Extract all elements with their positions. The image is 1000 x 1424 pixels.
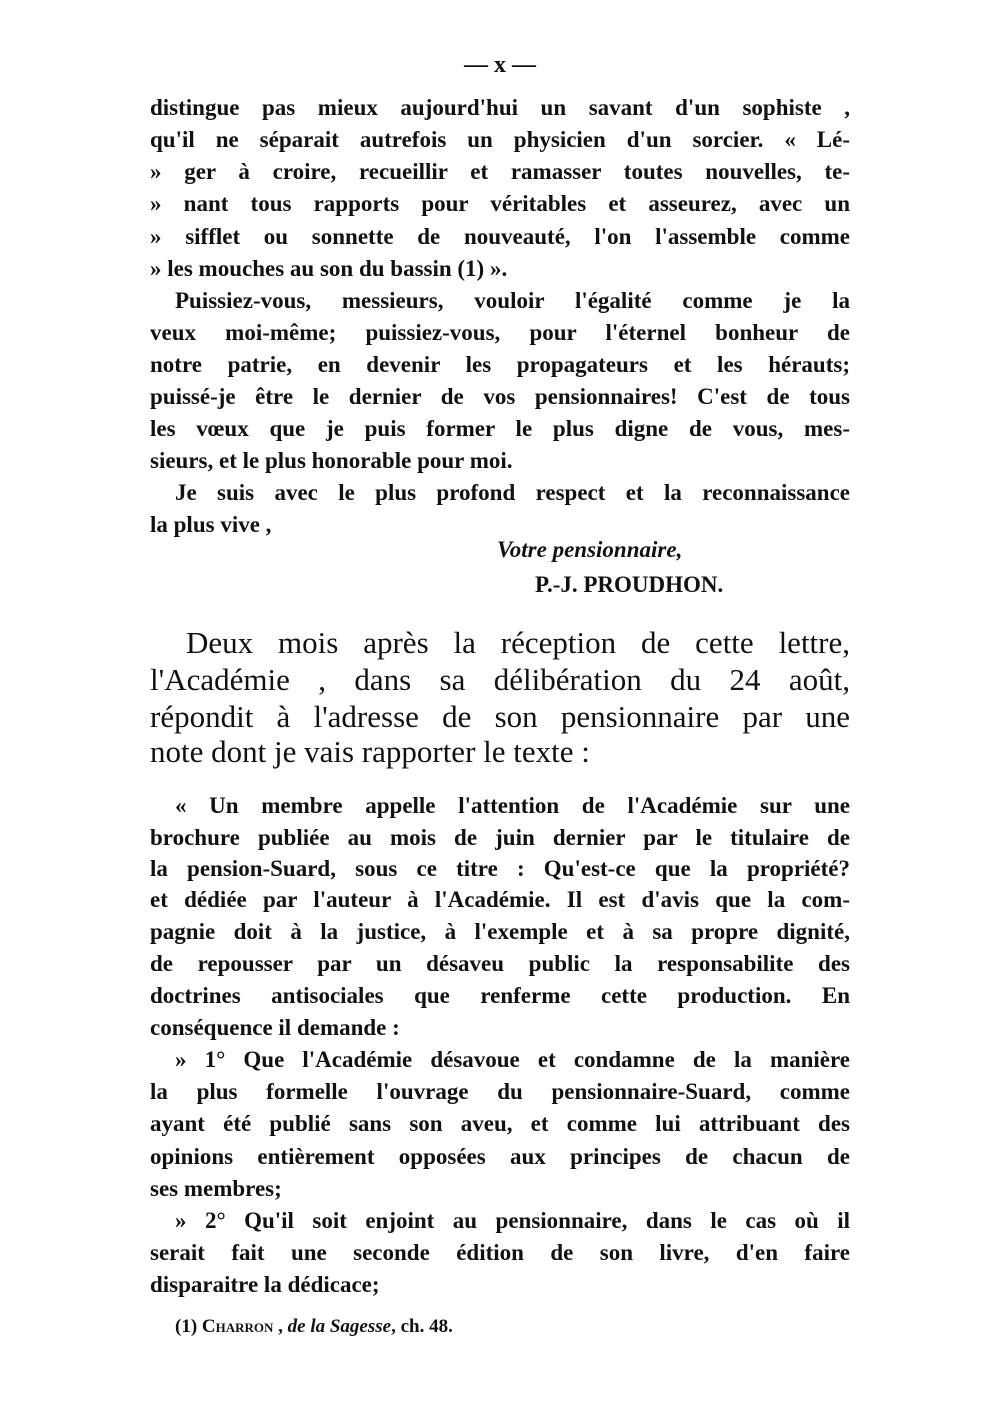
text-line: » sifflet ou sonnette de nouveauté, l'on l'assemble comme [150, 224, 850, 249]
text-line: de repousser par un désaveu public la responsabilite des [150, 951, 850, 976]
text-line: la pension-Suard, sous ce titre : Qu'est-ce que la propriété? [150, 856, 850, 881]
text-line: ayant été publié sans son aveu, et comme lui attribuant des [150, 1111, 850, 1136]
text-line: « Un membre appelle l'attention de l'Académie sur une [175, 793, 850, 818]
text-line: les vœux que je puis former le plus digne de vous, mes- [150, 416, 850, 441]
text-line: la plus vive , [150, 512, 272, 537]
text-line: serait fait une seconde édition de son livre, d'en faire [150, 1240, 850, 1265]
text-line: et dédiée par l'auteur à l'Académie. Il est d'avis que la com- [150, 887, 850, 912]
signature-closing: Votre pensionnaire, [497, 537, 683, 562]
text-line: l'Académie , dans sa délibération du 24 août, [150, 662, 850, 697]
text-line: sieurs, et le plus honorable pour moi. [150, 448, 513, 473]
text-line: pagnie doit à la justice, à l'exemple et à sa propre dignité, [150, 919, 850, 944]
footnote-work: de la Sagesse [287, 1316, 392, 1337]
text-line: veux moi-même; puissiez-vous, pour l'éternel bonheur de [150, 320, 850, 345]
text-line: note dont je vais rapporter le texte : [150, 734, 590, 769]
text-line: répondit à l'adresse de son pensionnaire par une [150, 699, 850, 734]
page-number: — x — [464, 52, 536, 78]
text-line: » les mouches au son du bassin (1) ». [150, 256, 508, 281]
text-line: conséquence il demande : [150, 1015, 400, 1040]
text-line: distingue pas mieux aujourd'hui un savant d'un sophiste , [150, 95, 850, 120]
text-line: Deux mois après la réception de cette lettre, [186, 625, 850, 660]
text-line: doctrines antisociales que renferme cette production. En [150, 983, 850, 1008]
text-line: » ger à croire, recueillir et ramasser toutes nouvelles, te- [150, 159, 850, 184]
footnote: (1) Charron , de la Sagesse, ch. 48. [175, 1316, 453, 1337]
text-line: Puissiez-vous, messieurs, vouloir l'égalité comme je la [175, 288, 850, 313]
signature-name: P.-J. PROUDHON. [535, 572, 724, 597]
text-line: disparaitre la dédicace; [150, 1272, 380, 1297]
footnote-author: Charron [201, 1316, 274, 1337]
footnote-ref: , ch. 48. [391, 1316, 453, 1337]
text-line: » 1° Que l'Académie désavoue et condamne de la manière [175, 1047, 850, 1072]
text-line: » 2° Qu'il soit enjoint au pensionnaire, dans le cas où il [175, 1208, 850, 1233]
text-line: qu'il ne séparait autrefois un physicien d'un sorcier. « Lé- [150, 127, 850, 152]
text-line: la plus formelle l'ouvrage du pensionnaire-Suard, comme [150, 1079, 850, 1104]
text-line: » nant tous rapports pour véritables et asseurez, avec un [150, 191, 850, 216]
text-line: opinions entièrement opposées aux principes de chacun de [150, 1144, 850, 1169]
text-line: puissé-je être le dernier de vos pensionnaires! C'est de tous [150, 384, 850, 409]
text-line: brochure publiée au mois de juin dernier par le titulaire de [150, 825, 850, 850]
footnote-number: (1) [175, 1316, 198, 1337]
text-line: ses membres; [150, 1176, 282, 1201]
text-line: notre patrie, en devenir les propagateurs et les hérauts; [150, 352, 850, 377]
text-line: Je suis avec le plus profond respect et la reconnaissance [175, 480, 850, 505]
